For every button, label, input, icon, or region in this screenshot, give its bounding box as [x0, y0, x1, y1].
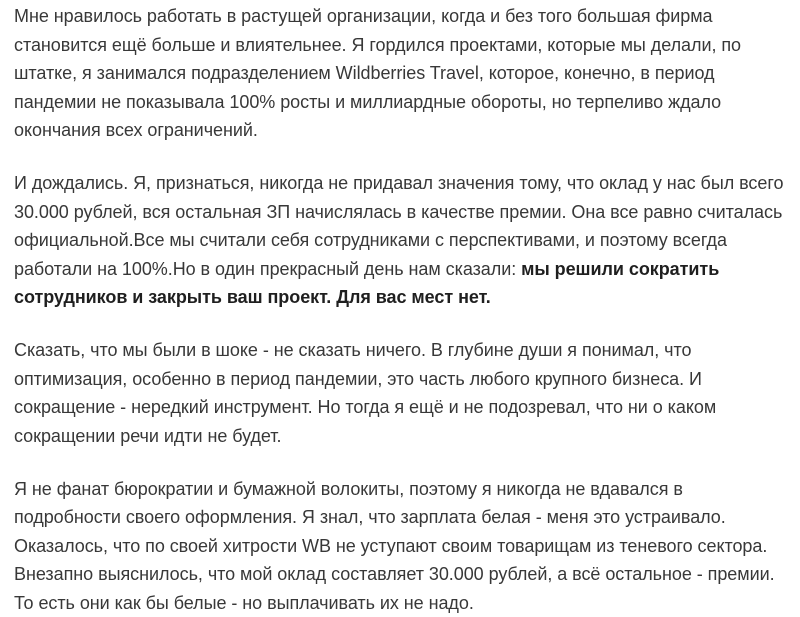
paragraph: [14, 475, 794, 617]
article-body: [14, 2, 794, 617]
paragraph-bold-text: мы решили сократить сотрудников и закрыть ваш проект. Для вас мест нет.: [14, 259, 719, 308]
paragraph-text: И дождались. Я, признаться, никогда не придавал значения тому, что оклад у нас был всего 30.000 рублей, вся остальная ЗП начислялась в качестве премии. Она все равно считалась официальной.Все мы считали себя сотрудниками с перспективами, и поэтому всегда работали на 100%.Но в один прекрасный день нам сказали:: [14, 173, 783, 279]
paragraph-text: Я не фанат бюрократии и бумажной волокиты, поэтому я никогда не вдавался в подробности своего оформления. Я знал, что зарплата белая - меня это устраивало. Оказалось, что по своей хитрости WB не уступают своим товарищам из теневого сектора. Внезапно выяснилось, что мой оклад составляет 30.000 рублей, а всё остальное - премии. То есть они как бы белые - но выплачивать их не надо.: [14, 479, 775, 613]
paragraph: [14, 169, 794, 312]
paragraph: [14, 2, 794, 145]
paragraph-text: Мне нравилось работать в растущей организации, когда и без того большая фирма становится ещё больше и влиятельнее. Я гордился проектами, которые мы делали, по штатке, я занимался подразделением Wildberries Travel, которое, конечно, в период пандемии не показывала 100% росты и миллиардные обороты, но терпеливо ждало окончания всех ограничений.: [14, 6, 741, 140]
paragraph-text: Сказать, что мы были в шоке - не сказать ничего. В глубине души я понимал, что оптимизация, особенно в период пандемии, это часть любого крупного бизнеса. И сокращение - нередкий инструмент. Но тогда я ещё и не подозревал, что ни о каком сокращении речи идти не будет.: [14, 340, 716, 446]
paragraph: [14, 336, 794, 450]
